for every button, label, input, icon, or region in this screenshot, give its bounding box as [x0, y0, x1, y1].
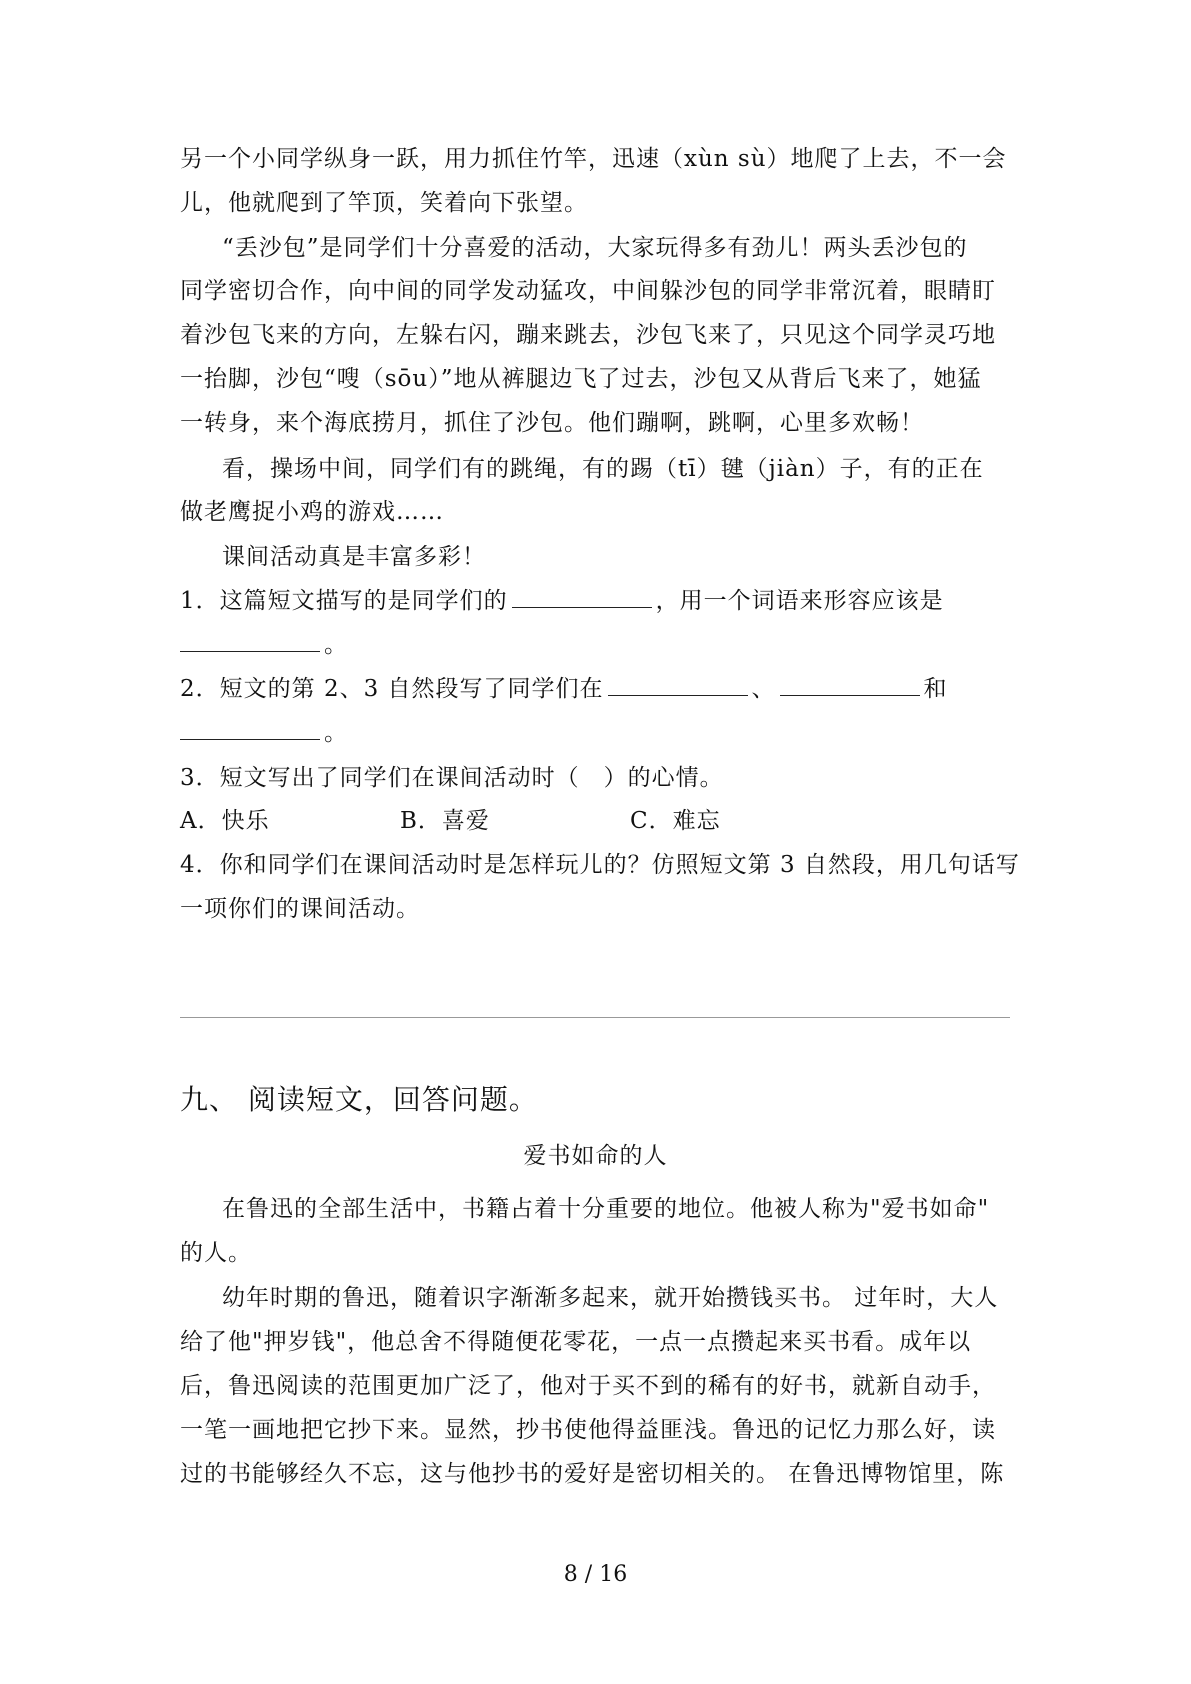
passage-p3-line2: 做老鹰捉小鸡的游戏…… — [180, 499, 444, 525]
question-2-continued — [180, 714, 348, 747]
question-1-text-b: ，用一个词语来形容应该是 — [655, 588, 944, 614]
passage-p1-line2: 儿，他就爬到了竿顶，笑着向下张望。 — [180, 190, 588, 216]
passage-p1-line1: 另一个小同学纵身一跃，用力抓住竹竿，迅速（xùn sù）地爬了上去，不一会 — [180, 146, 1007, 172]
passage-p4-line1: 课间活动真是丰富多彩！ — [222, 544, 486, 570]
question-2-and: 和 — [923, 676, 948, 702]
passage-p2-line4: 一抬脚，沙包“嗖（sōu）”地从裤腿边飞了过去，沙包又从背后飞来了，她猛 — [180, 366, 982, 392]
option-c[interactable]: C．难忘 — [630, 808, 721, 834]
answer-blank[interactable] — [780, 675, 920, 696]
question-2-sep: 、 — [751, 676, 776, 702]
passage-p2-line5: 一转身，来个海底捞月，抓住了沙包。他们蹦啊，跳啊，心里多欢畅！ — [180, 410, 924, 436]
option-a[interactable]: A．快乐 — [180, 808, 270, 834]
story-line: 过的书能够经久不忘，这与他抄书的爱好是密切相关的。 在鲁迅博物馆里，陈 — [180, 1461, 1005, 1487]
question-3: 3．短文写出了同学们在课间活动时（ ）的心情。 — [180, 765, 724, 791]
question-1 — [180, 582, 944, 615]
answer-blank[interactable] — [512, 587, 652, 608]
answer-line[interactable] — [180, 1017, 1010, 1018]
story-line: 后，鲁迅阅读的范围更加广泛了，他对于买不到的稀有的好书，就新自动手， — [180, 1373, 996, 1399]
answer-blank[interactable] — [180, 631, 320, 652]
question-2-end: 。 — [324, 720, 348, 746]
passage-p2-line1: “丢沙包”是同学们十分喜爱的活动，大家玩得多有劲儿！两头丢沙包的 — [222, 235, 968, 261]
story-line: 幼年时期的鲁迅，随着识字渐渐多起来，就开始攒钱买书。 过年时，大人 — [222, 1285, 999, 1311]
question-1-end: 。 — [324, 632, 348, 658]
question-3-options — [180, 802, 721, 835]
answer-blank[interactable] — [608, 675, 748, 696]
passage-p3-line1: 看，操场中间，同学们有的跳绳，有的踢（tī）毽（jiàn）子，有的正在 — [222, 456, 984, 482]
answer-blank[interactable] — [180, 719, 320, 740]
page-number: 8 / 16 — [563, 1562, 628, 1587]
question-4-line2: 一项你们的课间活动。 — [180, 896, 420, 922]
question-2-text-a: 2．短文的第 2、3 自然段写了同学们在 — [180, 676, 604, 702]
passage-p2-line3: 着沙包飞来的方向，左躲右闪，蹦来跳去，沙包飞来了，只见这个同学灵巧地 — [180, 322, 996, 348]
story-title: 爱书如命的人 — [523, 1143, 668, 1169]
section-heading: 九、 阅读短文，回答问题。 — [180, 1083, 538, 1116]
question-1-continued — [180, 626, 348, 659]
story-line: 一笔一画地把它抄下来。显然，抄书使他得益匪浅。鲁迅的记忆力那么好，读 — [180, 1417, 996, 1443]
question-4-line1: 4．你和同学们在课间活动时是怎样玩儿的？仿照短文第 3 自然段，用几句话写 — [180, 852, 1020, 878]
story-line: 在鲁迅的全部生活中，书籍占着十分重要的地位。他被人称为"爱书如命" — [222, 1196, 990, 1222]
question-2 — [180, 670, 948, 703]
option-b[interactable]: B．喜爱 — [400, 808, 490, 834]
passage-p2-line2: 同学密切合作，向中间的同学发动猛攻，中间躲沙包的同学非常沉着，眼睛盯 — [180, 278, 996, 304]
story-line: 给了他"押岁钱"，他总舍不得随便花零花，一点一点攒起来买书看。成年以 — [180, 1329, 972, 1355]
story-line: 的人。 — [180, 1240, 252, 1266]
question-1-text-a: 1．这篇短文描写的是同学们的 — [180, 588, 508, 614]
